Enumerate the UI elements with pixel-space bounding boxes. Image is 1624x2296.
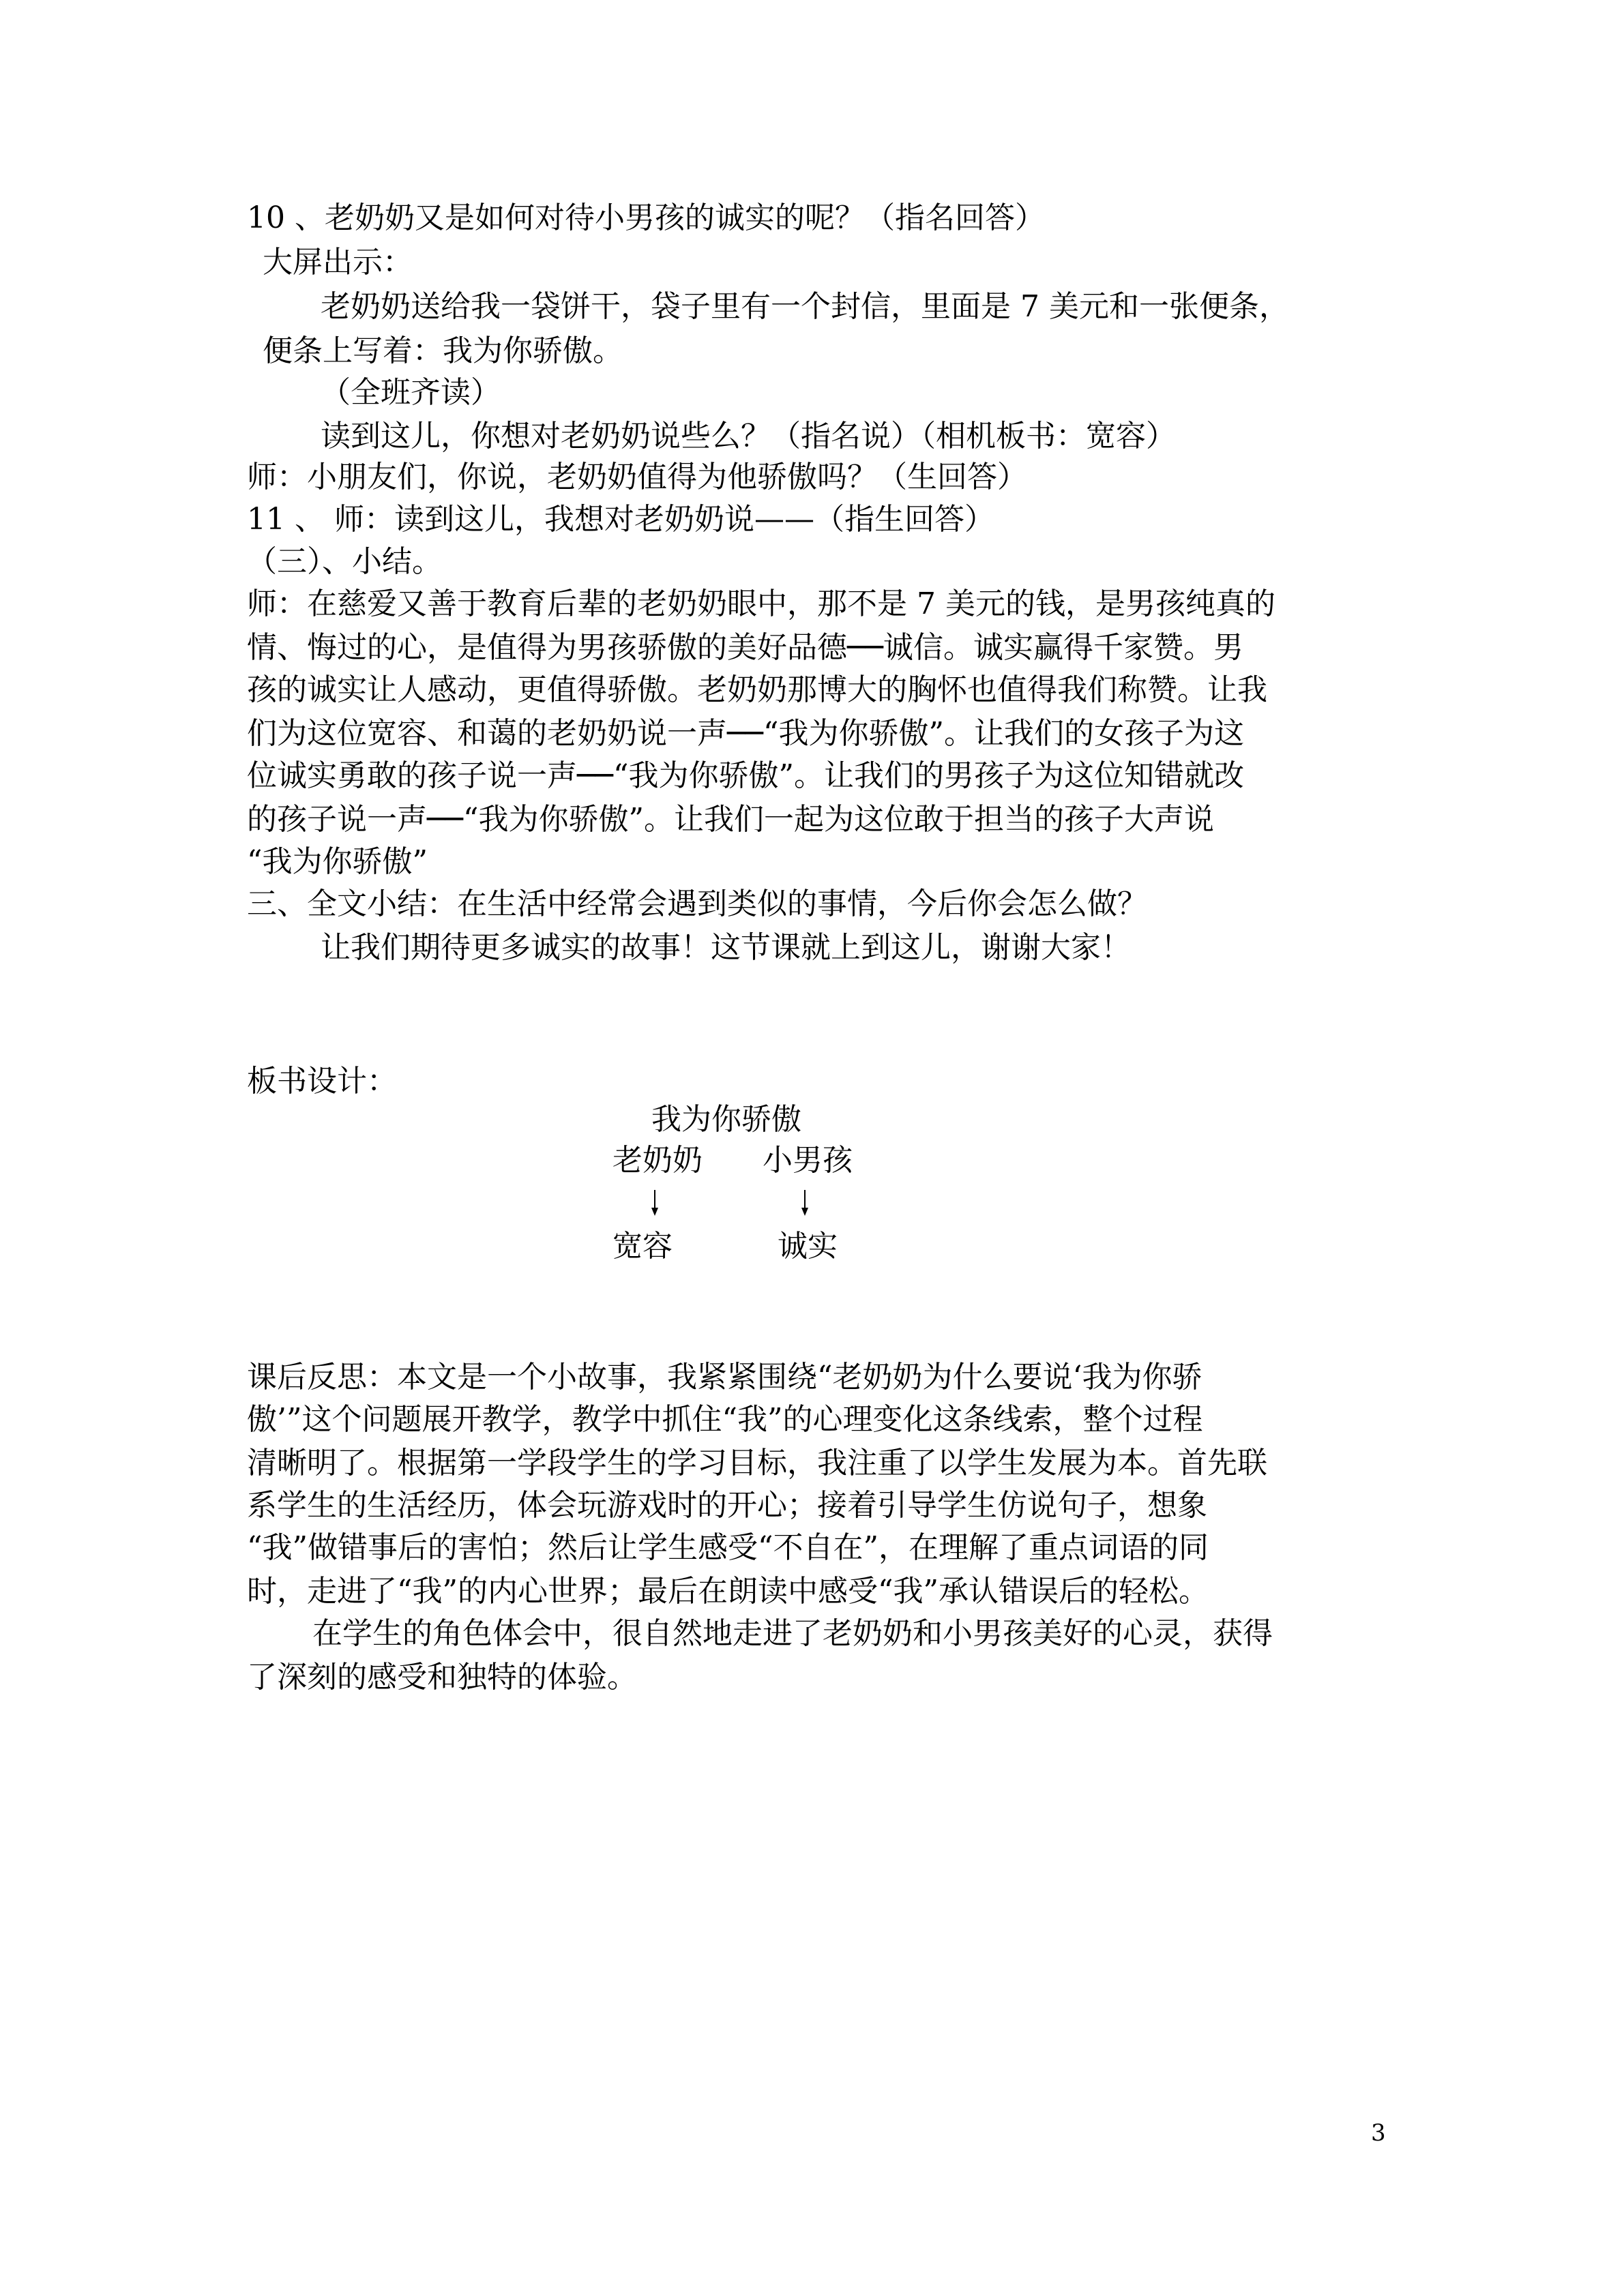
summary-line: 位诚实勇敢的孩子说一声──“我为你骄傲”。让我们的男孩子为这位知错就改 — [247, 758, 1244, 793]
class-read-note: （全班齐读） — [321, 375, 501, 410]
reflection-line: 清晰明了。根据第一学段学生的学习目标，我注重了以学生发展为本。首先联 — [247, 1446, 1267, 1480]
reflection-line: 系学生的生活经历，体会玩游戏时的开心；接着引导学生仿说句子，想象 — [247, 1488, 1207, 1523]
reflection-line: 时，走进了“我”的内心世界；最后在朗读中感受“我”承认错误后的轻松。 — [247, 1574, 1209, 1609]
board-right-trait: 诚实 — [778, 1229, 838, 1264]
page-number: 3 — [1371, 2119, 1386, 2147]
arrow-down-icon — [653, 1190, 656, 1217]
screen-text-line-1: 老奶奶送给我一袋饼干，袋子里有一个封信，里面是 7 美元和一张便条， — [321, 289, 1289, 324]
question-11: 11 、 师：读到这儿，我想对老奶奶说——（指生回答） — [247, 502, 994, 537]
reflection-line: 课后反思：本文是一个小故事，我紧紧围绕“老奶奶为什么要说‘我为你骄 — [247, 1360, 1202, 1395]
ask-line: 读到这儿，你想对老奶奶说些么？（指名说）（相机板书：宽容） — [321, 419, 1176, 453]
full-text-summary: 三、全文小结：在生活中经常会遇到类似的事情，今后你会怎么做？ — [247, 886, 1147, 921]
summary-line: 孩的诚实让人感动，更值得骄傲。老奶奶那博大的胸怀也值得我们称赞。让我 — [247, 672, 1267, 707]
teacher-question: 师：小朋友们，你说，老奶奶值得为他骄傲吗？（生回答） — [247, 460, 1027, 494]
closing-remark: 让我们期待更多诚实的故事！这节课就上到这儿，谢谢大家！ — [321, 930, 1131, 965]
board-title: 我为你骄傲 — [651, 1102, 801, 1137]
screen-label: 大屏出示： — [263, 245, 413, 280]
board-right-head: 小男孩 — [763, 1143, 853, 1178]
reflection-line: 傲’”这个问题展开教学，教学中抓住“我”的心理变化这条线索，整个过程 — [247, 1402, 1203, 1437]
board-design-label: 板书设计： — [247, 1064, 397, 1099]
board-left-trait: 宽容 — [612, 1229, 673, 1264]
question-10: 10 、老奶奶又是如何对待小男孩的诚实的呢？（指名回答） — [247, 200, 1045, 235]
reflection-line: “我”做错事后的害怕；然后让学生感受“不自在”，在理解了重点词语的同 — [247, 1530, 1209, 1565]
board-left-head: 老奶奶 — [612, 1143, 703, 1178]
summary-line: 们为这位宽容、和蔼的老奶奶说一声──“我为你骄傲”。让我们的女孩子为这 — [247, 716, 1244, 751]
summary-line: 的孩子说一声──“我为你骄傲”。让我们一起为这位敢于担当的孩子大声说 — [247, 802, 1214, 837]
summary-line: 师：在慈爱又善于教育后辈的老奶奶眼中，那不是 7 美元的钱，是男孩纯真的 — [247, 586, 1275, 621]
reflection-para2-line: 了深刻的感受和独特的体验。 — [247, 1660, 637, 1695]
arrow-down-icon — [803, 1190, 806, 1217]
summary-line: “我为你骄傲” — [247, 844, 428, 879]
summary-line: 情、悔过的心，是值得为男孩骄傲的美好品德──诚信。诚实赢得千家赞。男 — [247, 630, 1243, 665]
summary-title: （三）、小结。 — [247, 544, 442, 579]
screen-text-line-2: 便条上写着：我为你骄傲。 — [263, 333, 623, 368]
reflection-para2-line: 在学生的角色体会中，很自然地走进了老奶奶和小男孩美好的心灵，获得 — [312, 1616, 1273, 1651]
